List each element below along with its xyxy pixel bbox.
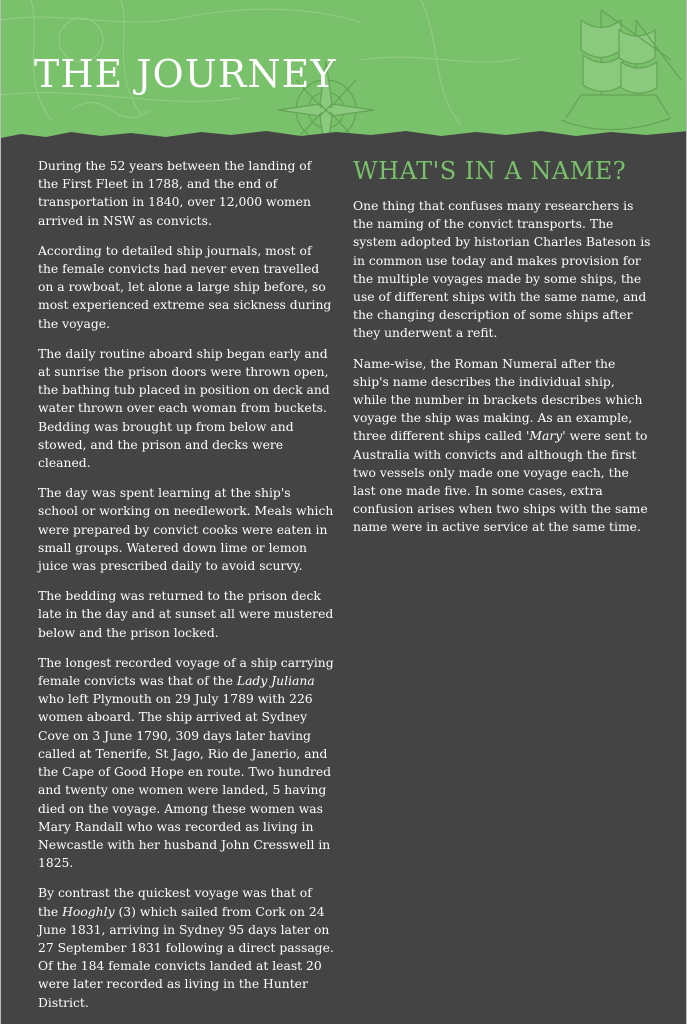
sidebar-paragraph: One thing that confuses many researchers is the naming of the convict transports. The system adopted by historian Charles Bateson is in common use today and makes provision for the multiple voyages made by some ships, the use of different ships with the same name, and the changing description of some ships after they underwent a refit. (353, 199, 651, 341)
article-paragraph: The daily routine aboard ship began early and at sunrise the prison doors were thrown open, the bathing tub placed in position on deck and water thrown over each woman from buckets. Bedding was brought up from below and stowed, and the prison and decks were cleaned. (38, 346, 330, 471)
sidebar-article (353, 157, 651, 549)
text-segment: ' were sent to Australia with convicts and although the first two vessels only made one voyage each, the last one made five. In some cases, extra confusion arises when two ships with the same name were in active service at the same time. (353, 429, 648, 535)
text-segment: Name-wise, the Roman Numeral after the ship's name describes the individual ship, while the number in brackets describes which voyage the ship was making. As an example, three different ships called ' (353, 356, 643, 444)
ship-name: Lady Juliana (236, 674, 315, 689)
page-title: THE JOURNEY (34, 52, 337, 96)
text-segment: who left Plymouth on 29 July 1789 with 226 women aboard. The ship arrived at Sydney Cove on 3 June 1790, 309 days later having called at Tenerife, St Jago, Rio de Janerio, and the Cape of Good Hope en route. Two hundred and twenty one women were landed, 5 having died on the voyage. Among these women was Mary Randall who was recorded as living in Newcastle with her husband John Cresswell in 1825. (38, 692, 332, 871)
article-paragraph: The bedding was returned to the prison deck late in the day and at sunset all were mustered below and the prison locked. (38, 589, 334, 640)
ship-name: Mary (529, 429, 563, 444)
main-article (38, 157, 334, 1024)
text-segment: (3) which sailed from Cork on 24 June 1831, arriving in Sydney 95 days later on 27 September 1831 following a direct passage. Of the 184 female convicts landed at least 20 were later recorded as living in the Hunter District. (38, 904, 334, 1010)
article-paragraph (38, 654, 334, 872)
article-paragraph: The day was spent learning at the ship's school or working on needlework. Meals which were prepared by convict cooks were eaten in small groups. Watered down lime or lemon juice was prescribed daily to avoid scurvy. (38, 486, 334, 574)
header-banner (1, 0, 687, 150)
article-paragraph (38, 884, 334, 1011)
sailing-ship-icon (561, 10, 681, 130)
sidebar-paragraph (353, 355, 651, 537)
banner-rough-edge (1, 120, 687, 150)
article-paragraph: According to detailed ship journals, most of the female convicts had never even travelled on a rowboat, let alone a large ship before, so most experienced extreme sea sickness during the voyage. (38, 243, 332, 331)
text-segment: By contrast the quickest voyage was that of the (38, 886, 312, 919)
text-segment: The longest recorded voyage of a ship carrying female convicts was that of the (38, 655, 334, 689)
sidebar-heading: WHAT'S IN A NAME? (353, 157, 627, 185)
article-paragraph: During the 52 years between the landing of the First Fleet in 1788, and the end of transportation in 1840, over 12,000 women arrived in NSW as convicts. (38, 159, 312, 228)
ship-name: Hooghly (62, 904, 115, 919)
